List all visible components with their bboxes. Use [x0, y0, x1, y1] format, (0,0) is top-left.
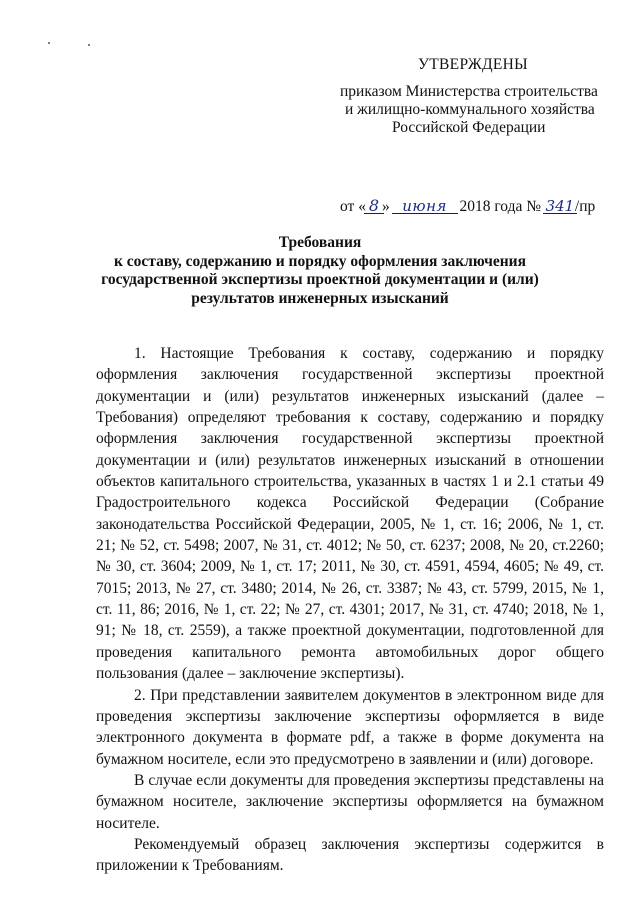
order-number-suffix: /пр [574, 198, 596, 215]
approval-title: УТВЕРЖДЕНЫ [418, 56, 528, 73]
handwritten-order-number: 341 [545, 197, 575, 215]
handwritten-month: июня [394, 197, 456, 215]
approval-line-1: приказом Министерства строительства [340, 83, 598, 100]
paragraph-4: Рекомендуемый образец заключения экспертизы содержится в приложении к Требованиям. [96, 835, 604, 875]
document-body [96, 343, 604, 877]
title-line-4: результатов инженерных изысканий [191, 289, 449, 307]
date-mid: » [381, 198, 394, 215]
approval-date-line [340, 196, 595, 216]
document-title [60, 234, 580, 308]
title-line-3: государственной экспертизы проектной документации и (или) [101, 271, 539, 289]
scan-speck [88, 44, 90, 46]
approval-line-2: и жилищно-коммунального хозяйства [345, 101, 595, 118]
title-line-2: к составу, содержанию и порядку оформления заключения [113, 252, 526, 270]
date-prefix: от « [340, 198, 366, 215]
approval-line-3: Российской Федерации [392, 119, 546, 136]
paragraph-2: 2. При представлении заявителем документов в электронном виде для проведения экспертизы заключение экспертизы оформляется в виде электронного документа в формате pdf, а также в форме документа на бумажном носителе, если это предусмотрено в заявлении и (или) договоре. [96, 686, 604, 768]
scan-speck [48, 42, 50, 44]
date-year: 2018 года № [455, 198, 545, 215]
handwritten-day: 8 [366, 196, 382, 215]
paragraph-3: В случае если документы для проведения экспертизы представлены на бумажном носителе, заключение экспертизы оформляется на бумажном носителе. [96, 771, 604, 832]
title-line-1: Требования [278, 234, 362, 251]
paragraph-1: 1. Настоящие Требования к составу, содержанию и порядку оформления заключения государственной экспертизы проектной документации и (или) результатов инженерных изысканий (далее – Требования) определяют требования к составу, содержанию и порядку оформления заключения государственной экспертизы проектной документации и (или) результатов инженерных изысканий в отношении объектов капитального строительства, указанных в частях 1 и 2.1 статьи 49 Градостроительного кодекса Российской Федерации (Собрание законодательства Российской Федерации, 2005, № 1, ст. 16; 2006, № 1, ст. 21; № 52, ст. 5498; 2007, № 31, ст. 4012; № 50, ст. 6237; 2008, № 20, ст.2260; № 30, ст. 3604; 2009, № 1, ст. 17; 2011, № 30, ст. 4591, 4594, 4605; № 49, ст. 7015; 2013, № 27, ст. 3480; 2014, № 26, ст. 3387; № 43, ст. 5799, 2015, № 1, ст. 11, 86; 2016, № 1, ст. 22; № 27, ст. 4301; 2017, № 31, ст. 4740; 2018, № 1, 91; № 18, ст. 2559), а также проектной документации, подготовленной для проведения капитального ремонта автомобильных дорог общего пользования (далее – заключение экспертизы). [96, 345, 604, 683]
